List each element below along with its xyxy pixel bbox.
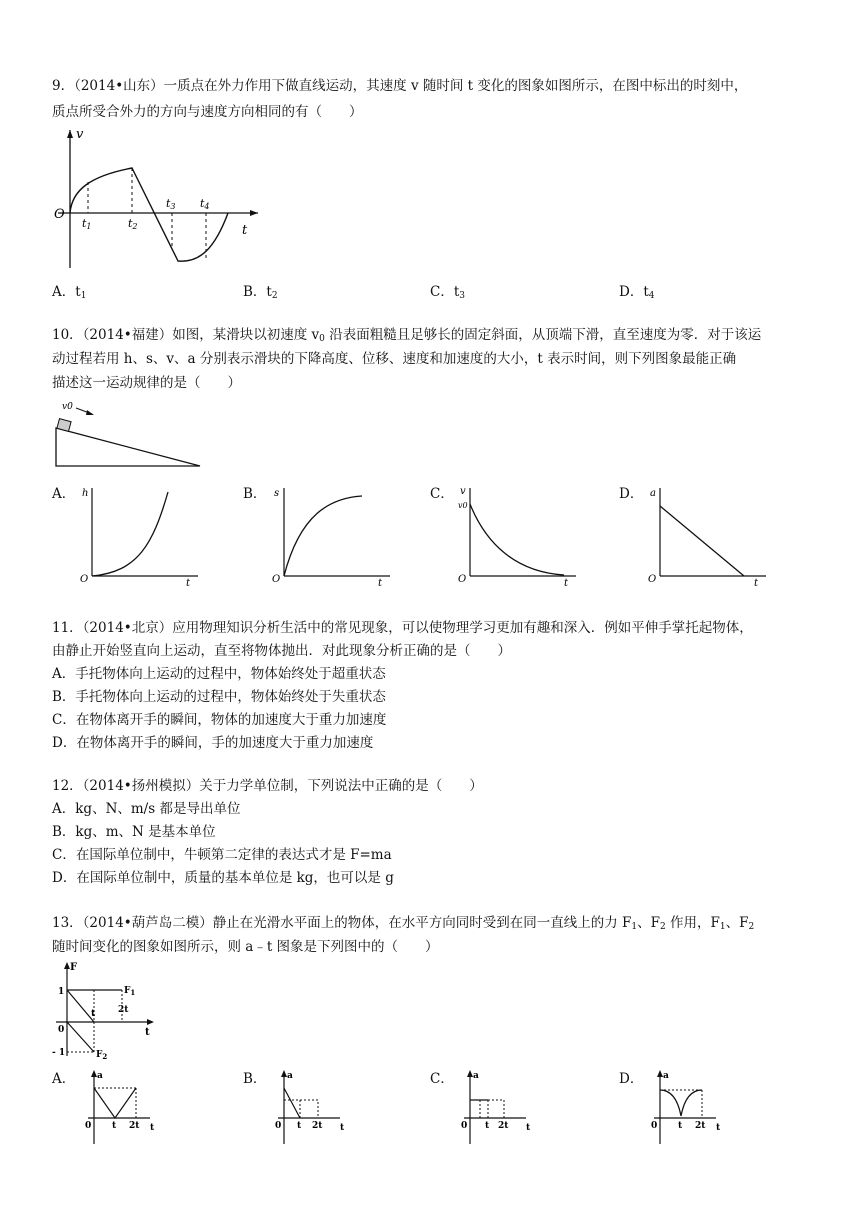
q9-origin: O bbox=[54, 207, 65, 222]
q10-a-axis-t: t bbox=[186, 578, 191, 589]
q10-d-axis-a: a bbox=[650, 488, 656, 499]
q9-label-t1: t1 bbox=[82, 217, 92, 231]
q13-text-line1: 13．（2014•葫芦岛二模）静止在光滑水平面上的物体，在水平方向同时受到在同一直线上的力 $F_1$、$F_2$ 作用，$F_1$、$F_2$ bbox=[52, 915, 755, 932]
q13-b-t: t bbox=[297, 1121, 302, 1131]
q10-incline-v0: v0 bbox=[62, 402, 73, 412]
q10-option-b-graph[interactable] bbox=[270, 484, 400, 589]
q9-axis-t: t bbox=[242, 223, 248, 238]
q10-a-origin: O bbox=[80, 574, 89, 585]
q12-option-a[interactable]: A．kg、N、m/s 都是导出单位 bbox=[52, 801, 241, 817]
q13-label-1: 1 bbox=[58, 987, 65, 997]
q10-option-c-graph[interactable] bbox=[456, 484, 586, 589]
q13-label-F1: $F_1$ bbox=[124, 986, 136, 997]
q13-c-axis-t: t bbox=[526, 1123, 531, 1133]
q13-option-a-letter[interactable]: A． bbox=[52, 1071, 76, 1087]
q11-option-a[interactable]: A．手托物体向上运动的过程中，物体始终处于超重状态 bbox=[52, 666, 386, 682]
q13-b-axis-t: t bbox=[340, 1123, 345, 1133]
q13-option-d-graph[interactable] bbox=[646, 1068, 726, 1148]
q13-option-d-letter[interactable]: D． bbox=[619, 1071, 644, 1087]
q10-incline-figure bbox=[52, 400, 204, 470]
q13-axis-t: t bbox=[145, 1027, 150, 1038]
q10-c-axis-v: v bbox=[460, 486, 466, 497]
q13-option-b-graph[interactable] bbox=[270, 1068, 350, 1148]
q10-b-origin: O bbox=[272, 574, 281, 585]
q12-option-d[interactable]: D．在国际单位制中，质量的基本单位是 kg，也可以是 g bbox=[52, 870, 394, 886]
q13-d-2t: 2t bbox=[695, 1121, 706, 1131]
q10-c-axis-t: t bbox=[564, 578, 569, 589]
q10-option-a-letter[interactable]: A． bbox=[52, 486, 76, 502]
q9-label-t4: t4 bbox=[200, 197, 210, 211]
q12-option-c[interactable]: C．在国际单位制中，牛顿第二定律的表达式才是 F=ma bbox=[52, 847, 392, 863]
q13-b-2t: 2t bbox=[312, 1121, 323, 1131]
q10-option-a-graph[interactable] bbox=[78, 484, 208, 589]
q13-option-c-letter[interactable]: C． bbox=[430, 1071, 454, 1087]
q11-option-d[interactable]: D．在物体离开手的瞬间，手的加速度大于重力加速度 bbox=[52, 735, 374, 751]
q10-text-line1: 10．（2014•福建）如图，某滑块以初速度 $v_0$ 沿表面粗糙且足够长的固定斜面，从顶端下滑，直至速度为零．对于该运 bbox=[52, 327, 762, 344]
q9-text-line1: 9．（2014•山东）一质点在外力作用下做直线运动，其速度 v 随时间 t 变化的图象如图所示，在图中标出的时刻中， bbox=[52, 78, 748, 94]
q9-option-d[interactable]: D．$t_4$ bbox=[619, 284, 655, 301]
q10-d-origin: O bbox=[648, 574, 657, 585]
q9-axis-v: v bbox=[76, 127, 84, 142]
q13-d-t: t bbox=[678, 1121, 683, 1131]
q9-label-t3: t3 bbox=[166, 197, 176, 211]
q9-label-t2: t2 bbox=[128, 217, 138, 231]
q13-text-line2: 随时间变化的图象如图所示，则 a﹣t 图象是下列图中的（ ） bbox=[52, 939, 439, 955]
q13-a-t: t bbox=[112, 1121, 117, 1131]
q10-option-c-letter[interactable]: C． bbox=[430, 486, 454, 502]
q13-option-b-letter[interactable]: B． bbox=[243, 1071, 267, 1087]
q12-text-line1: 12．（2014•扬州模拟）关于力学单位制，下列说法中正确的是（ ） bbox=[52, 778, 483, 794]
q13-label-F2: $F_2$ bbox=[96, 1050, 108, 1061]
q10-text-line2: 动过程若用 h、s、v、a 分别表示滑块的下降高度、位移、速度和加速度的大小，t 表示时间，则下列图象最能正确 bbox=[52, 351, 737, 367]
q13-a-axis-a: a bbox=[97, 1071, 103, 1081]
q13-option-c-graph[interactable] bbox=[456, 1068, 536, 1148]
q10-a-axis-h: h bbox=[82, 488, 89, 499]
q9-velocity-graph bbox=[50, 128, 265, 273]
q13-c-t: t bbox=[485, 1121, 490, 1131]
q9-option-a[interactable]: A．$t_1$ bbox=[52, 284, 87, 301]
q10-c-origin: O bbox=[458, 574, 467, 585]
q13-b-0: 0 bbox=[275, 1121, 282, 1131]
q10-b-axis-s: s bbox=[274, 488, 280, 499]
q13-label-2t: 2t bbox=[118, 1005, 129, 1015]
q13-label-neg1: - 1 bbox=[52, 1048, 66, 1058]
q10-option-b-letter[interactable]: B． bbox=[243, 486, 267, 502]
q13-option-a-graph[interactable] bbox=[80, 1068, 160, 1148]
q11-option-c[interactable]: C．在物体离开手的瞬间，物体的加速度大于重力加速度 bbox=[52, 712, 387, 728]
q13-d-0: 0 bbox=[651, 1121, 658, 1131]
q13-c-2t: 2t bbox=[498, 1121, 509, 1131]
q13-d-axis-t: t bbox=[716, 1123, 721, 1133]
q13-d-axis-a: a bbox=[663, 1071, 669, 1081]
q13-label-t: t bbox=[91, 1009, 96, 1019]
q10-text-line3: 描述这一运动规律的是（ ） bbox=[52, 375, 241, 391]
q11-text-line2: 由静止开始竖直向上运动，直至将物体抛出．对此现象分析正确的是（ ） bbox=[52, 643, 511, 659]
q13-b-axis-a: a bbox=[287, 1071, 293, 1081]
q9-text-line2: 质点所受合外力的方向与速度方向相同的有（ ） bbox=[52, 104, 363, 120]
q13-force-graph bbox=[52, 960, 162, 1060]
q13-a-0: 0 bbox=[85, 1121, 92, 1131]
q9-option-b[interactable]: B．$t_2$ bbox=[243, 284, 278, 301]
q11-option-b[interactable]: B．手托物体向上运动的过程中，物体始终处于失重状态 bbox=[52, 689, 386, 705]
q10-b-axis-t: t bbox=[378, 578, 383, 589]
q10-option-d-graph[interactable] bbox=[646, 484, 776, 589]
q12-option-b[interactable]: B．kg、m、N 是基本单位 bbox=[52, 824, 216, 840]
q13-axis-F: F bbox=[70, 962, 78, 973]
q10-d-axis-t: t bbox=[754, 578, 759, 589]
q13-c-axis-a: a bbox=[473, 1071, 479, 1081]
q9-option-c[interactable]: C．$t_3$ bbox=[430, 284, 466, 301]
q13-a-2t: 2t bbox=[129, 1121, 140, 1131]
q11-text-line1: 11．（2014•北京）应用物理知识分析生活中的常见现象，可以使物理学习更加有趣和深入．例如平伸手掌托起物体， bbox=[52, 620, 753, 636]
q13-a-axis-t: t bbox=[150, 1123, 155, 1133]
q13-c-0: 0 bbox=[461, 1121, 468, 1131]
q10-c-v0: v0 bbox=[458, 501, 468, 510]
q10-option-d-letter[interactable]: D． bbox=[619, 486, 644, 502]
q13-label-0: 0 bbox=[58, 1025, 65, 1035]
